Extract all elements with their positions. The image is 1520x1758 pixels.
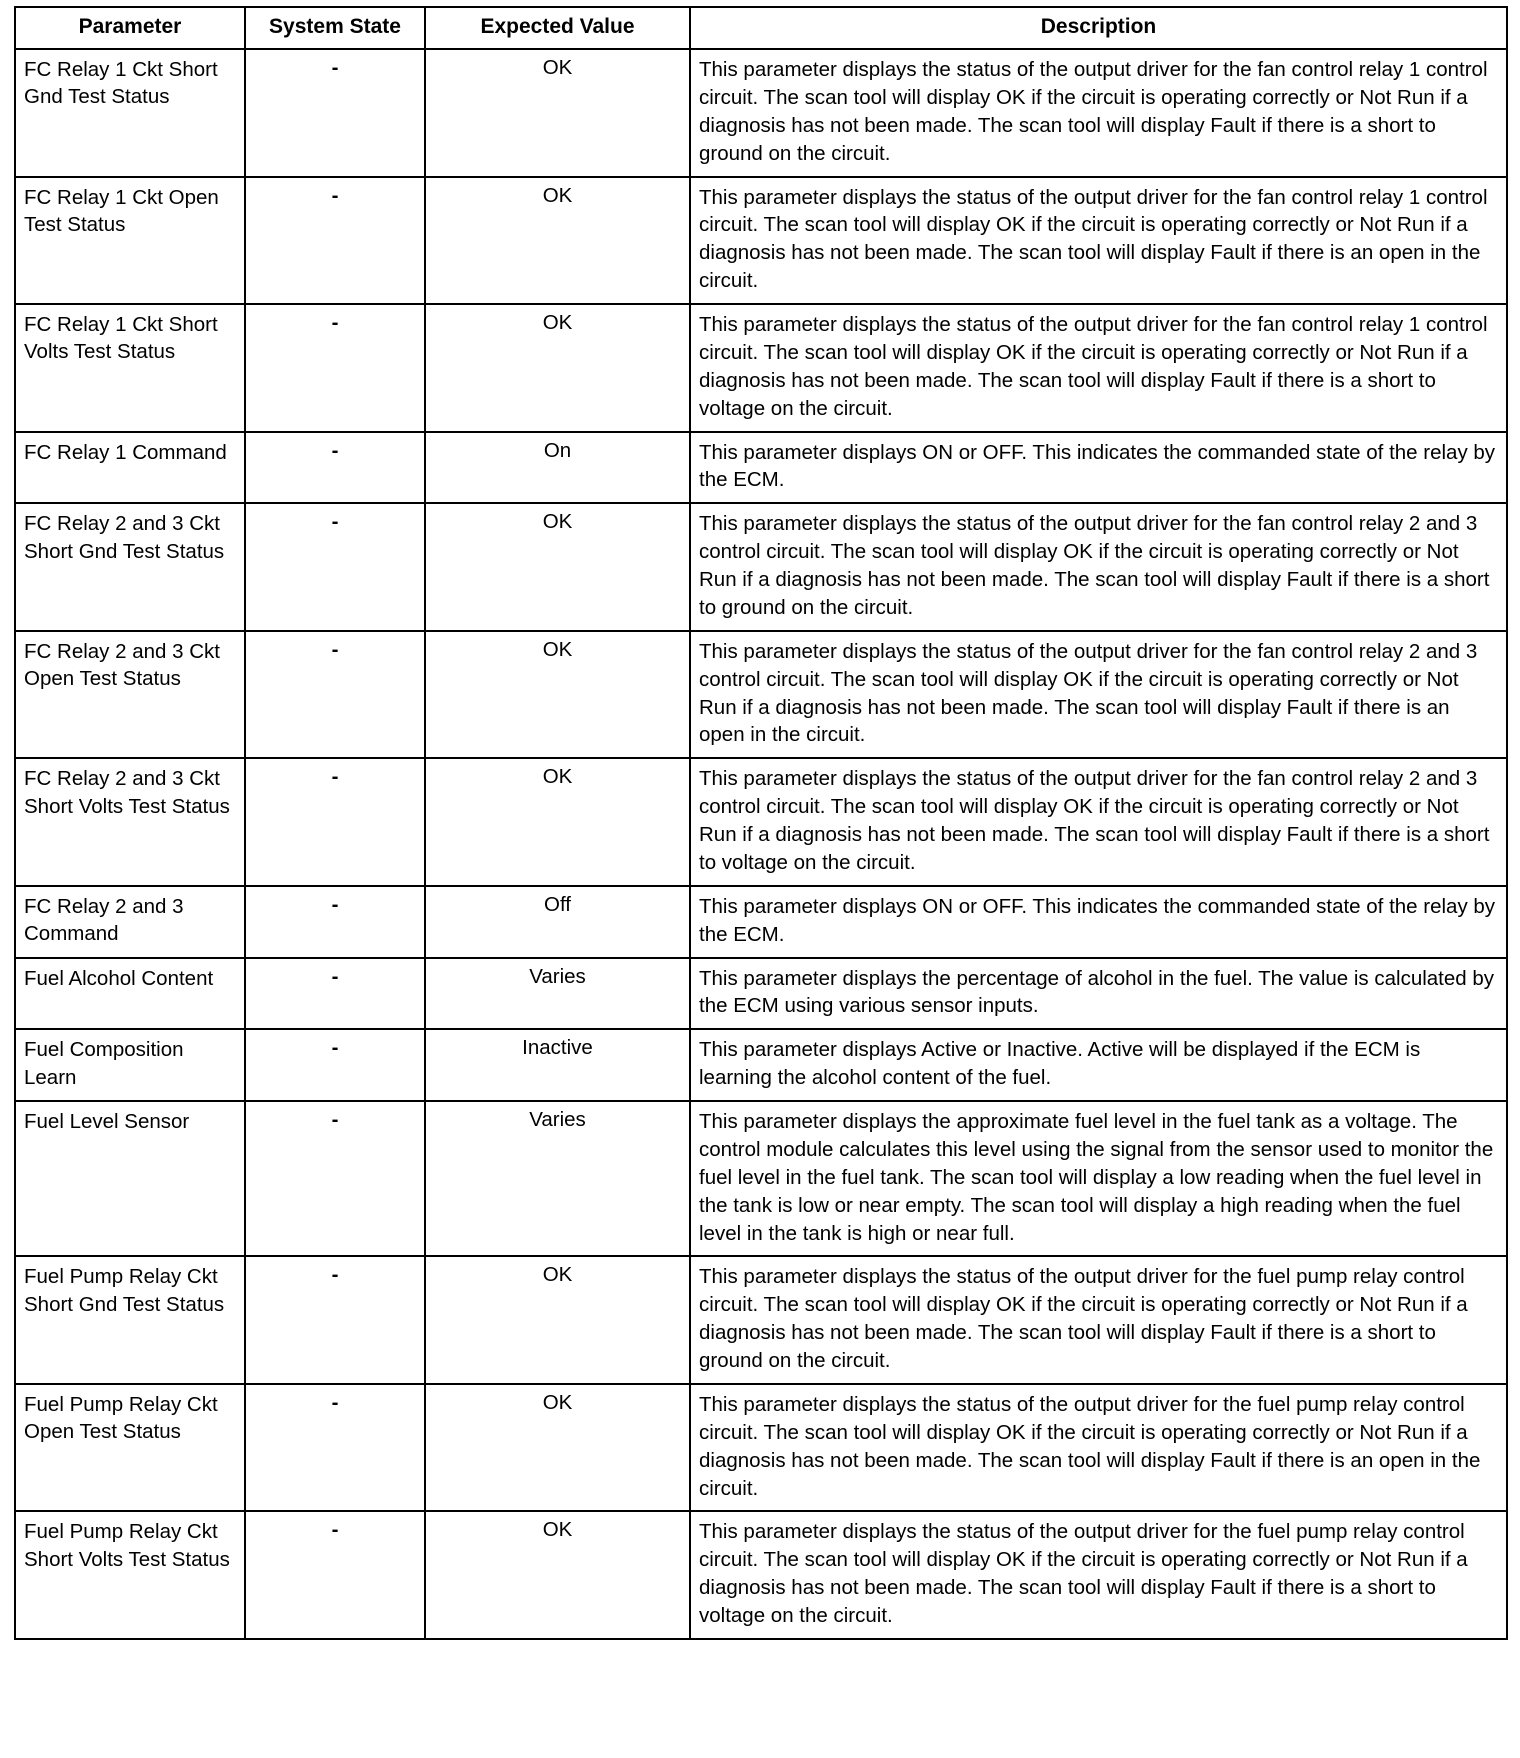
parameter-table xyxy=(14,6,1508,1640)
cell-description: This parameter displays ON or OFF. This indicates the commanded state of the relay by the ECM. xyxy=(690,886,1507,958)
cell-parameter: Fuel Level Sensor xyxy=(15,1101,245,1256)
cell-parameter: FC Relay 2 and 3 Ckt Short Volts Test Status xyxy=(15,758,245,886)
table-row xyxy=(15,631,1507,759)
table-row xyxy=(15,503,1507,631)
cell-expected-value: Varies xyxy=(425,958,690,1030)
column-header-parameter: Parameter xyxy=(15,7,245,49)
cell-description: This parameter displays Active or Inactive. Active will be displayed if the ECM is learning the alcohol content of the fuel. xyxy=(690,1029,1507,1101)
cell-expected-value: Off xyxy=(425,886,690,958)
cell-system-state: - xyxy=(245,1029,425,1101)
cell-description: This parameter displays the status of the output driver for the fuel pump relay control circuit. The scan tool will display OK if the circuit is operating correctly or Not Run if a diagnosis has not been made. The scan tool will display Fault if there is a short to ground on the circuit. xyxy=(690,1256,1507,1384)
cell-parameter: Fuel Pump Relay Ckt Short Volts Test Status xyxy=(15,1511,245,1639)
cell-expected-value: OK xyxy=(425,304,690,432)
column-header-expected-value: Expected Value xyxy=(425,7,690,49)
cell-parameter: Fuel Alcohol Content xyxy=(15,958,245,1030)
cell-system-state: - xyxy=(245,758,425,886)
cell-description: This parameter displays the status of the output driver for the fan control relay 1 control circuit. The scan tool will display OK if the circuit is operating correctly or Not Run if a diagnosis has not been made. The scan tool will display Fault if there is a short to ground on the circuit. xyxy=(690,49,1507,177)
table-row xyxy=(15,1101,1507,1256)
table-row xyxy=(15,1384,1507,1512)
cell-parameter: Fuel Pump Relay Ckt Open Test Status xyxy=(15,1384,245,1512)
table-header-row xyxy=(15,7,1507,49)
cell-system-state: - xyxy=(245,886,425,958)
cell-expected-value: Inactive xyxy=(425,1029,690,1101)
cell-system-state: - xyxy=(245,1384,425,1512)
cell-expected-value: OK xyxy=(425,631,690,759)
cell-description: This parameter displays the status of the output driver for the fan control relay 1 control circuit. The scan tool will display OK if the circuit is operating correctly or Not Run if a diagnosis has not been made. The scan tool will display Fault if there is a short to voltage on the circuit. xyxy=(690,304,1507,432)
table-row xyxy=(15,177,1507,305)
cell-system-state: - xyxy=(245,49,425,177)
cell-expected-value: OK xyxy=(425,1256,690,1384)
cell-description: This parameter displays the status of the output driver for the fuel pump relay control circuit. The scan tool will display OK if the circuit is operating correctly or Not Run if a diagnosis has not been made. The scan tool will display Fault if there is a short to voltage on the circuit. xyxy=(690,1511,1507,1639)
cell-expected-value: OK xyxy=(425,1511,690,1639)
column-header-system-state: System State xyxy=(245,7,425,49)
table-header xyxy=(15,7,1507,49)
cell-description: This parameter displays the status of the output driver for the fan control relay 2 and 3 control circuit. The scan tool will display OK if the circuit is operating correctly or Not Run if a diagnosis has not been made. The scan tool will display Fault if there is an open in the circuit. xyxy=(690,631,1507,759)
cell-parameter: FC Relay 2 and 3 Ckt Open Test Status xyxy=(15,631,245,759)
cell-parameter: FC Relay 2 and 3 Command xyxy=(15,886,245,958)
cell-expected-value: OK xyxy=(425,49,690,177)
table-row xyxy=(15,432,1507,504)
cell-parameter: FC Relay 1 Ckt Open Test Status xyxy=(15,177,245,305)
cell-expected-value: OK xyxy=(425,1384,690,1512)
table-row xyxy=(15,1029,1507,1101)
cell-system-state: - xyxy=(245,1101,425,1256)
cell-parameter: FC Relay 1 Ckt Short Volts Test Status xyxy=(15,304,245,432)
cell-description: This parameter displays the status of the output driver for the fuel pump relay control circuit. The scan tool will display OK if the circuit is operating correctly or Not Run if a diagnosis has not been made. The scan tool will display Fault if there is an open in the circuit. xyxy=(690,1384,1507,1512)
cell-description: This parameter displays the status of the output driver for the fan control relay 2 and 3 control circuit. The scan tool will display OK if the circuit is operating correctly or Not Run if a diagnosis has not been made. The scan tool will display Fault if there is a short to ground on the circuit. xyxy=(690,503,1507,631)
cell-description: This parameter displays the approximate fuel level in the fuel tank as a voltage. The control module calculates this level using the signal from the sensor used to monitor the fuel level in the fuel tank. The scan tool will display a low reading when the fuel level in the tank is low or near empty. The scan tool will display a high reading when the fuel level in the tank is high or near full. xyxy=(690,1101,1507,1256)
cell-parameter: FC Relay 1 Command xyxy=(15,432,245,504)
cell-system-state: - xyxy=(245,631,425,759)
cell-expected-value: OK xyxy=(425,758,690,886)
cell-parameter: Fuel Pump Relay Ckt Short Gnd Test Status xyxy=(15,1256,245,1384)
table-row xyxy=(15,886,1507,958)
cell-expected-value: On xyxy=(425,432,690,504)
table-row xyxy=(15,1256,1507,1384)
cell-system-state: - xyxy=(245,432,425,504)
table-row xyxy=(15,304,1507,432)
table-row xyxy=(15,1511,1507,1639)
table-row xyxy=(15,758,1507,886)
cell-expected-value: Varies xyxy=(425,1101,690,1256)
cell-description: This parameter displays the percentage of alcohol in the fuel. The value is calculated by the ECM using various sensor inputs. xyxy=(690,958,1507,1030)
cell-description: This parameter displays the status of the output driver for the fan control relay 2 and 3 control circuit. The scan tool will display OK if the circuit is operating correctly or Not Run if a diagnosis has not been made. The scan tool will display Fault if there is a short to voltage on the circuit. xyxy=(690,758,1507,886)
cell-system-state: - xyxy=(245,177,425,305)
cell-system-state: - xyxy=(245,1256,425,1384)
cell-parameter: FC Relay 1 Ckt Short Gnd Test Status xyxy=(15,49,245,177)
table-row xyxy=(15,49,1507,177)
cell-system-state: - xyxy=(245,958,425,1030)
cell-description: This parameter displays ON or OFF. This indicates the commanded state of the relay by the ECM. xyxy=(690,432,1507,504)
column-header-description: Description xyxy=(690,7,1507,49)
table-row xyxy=(15,958,1507,1030)
cell-parameter: Fuel Composition Learn xyxy=(15,1029,245,1101)
cell-expected-value: OK xyxy=(425,503,690,631)
cell-parameter: FC Relay 2 and 3 Ckt Short Gnd Test Status xyxy=(15,503,245,631)
cell-description: This parameter displays the status of the output driver for the fan control relay 1 control circuit. The scan tool will display OK if the circuit is operating correctly or Not Run if a diagnosis has not been made. The scan tool will display Fault if there is an open in the circuit. xyxy=(690,177,1507,305)
cell-system-state: - xyxy=(245,503,425,631)
cell-system-state: - xyxy=(245,1511,425,1639)
cell-system-state: - xyxy=(245,304,425,432)
table-body xyxy=(15,49,1507,1639)
cell-expected-value: OK xyxy=(425,177,690,305)
